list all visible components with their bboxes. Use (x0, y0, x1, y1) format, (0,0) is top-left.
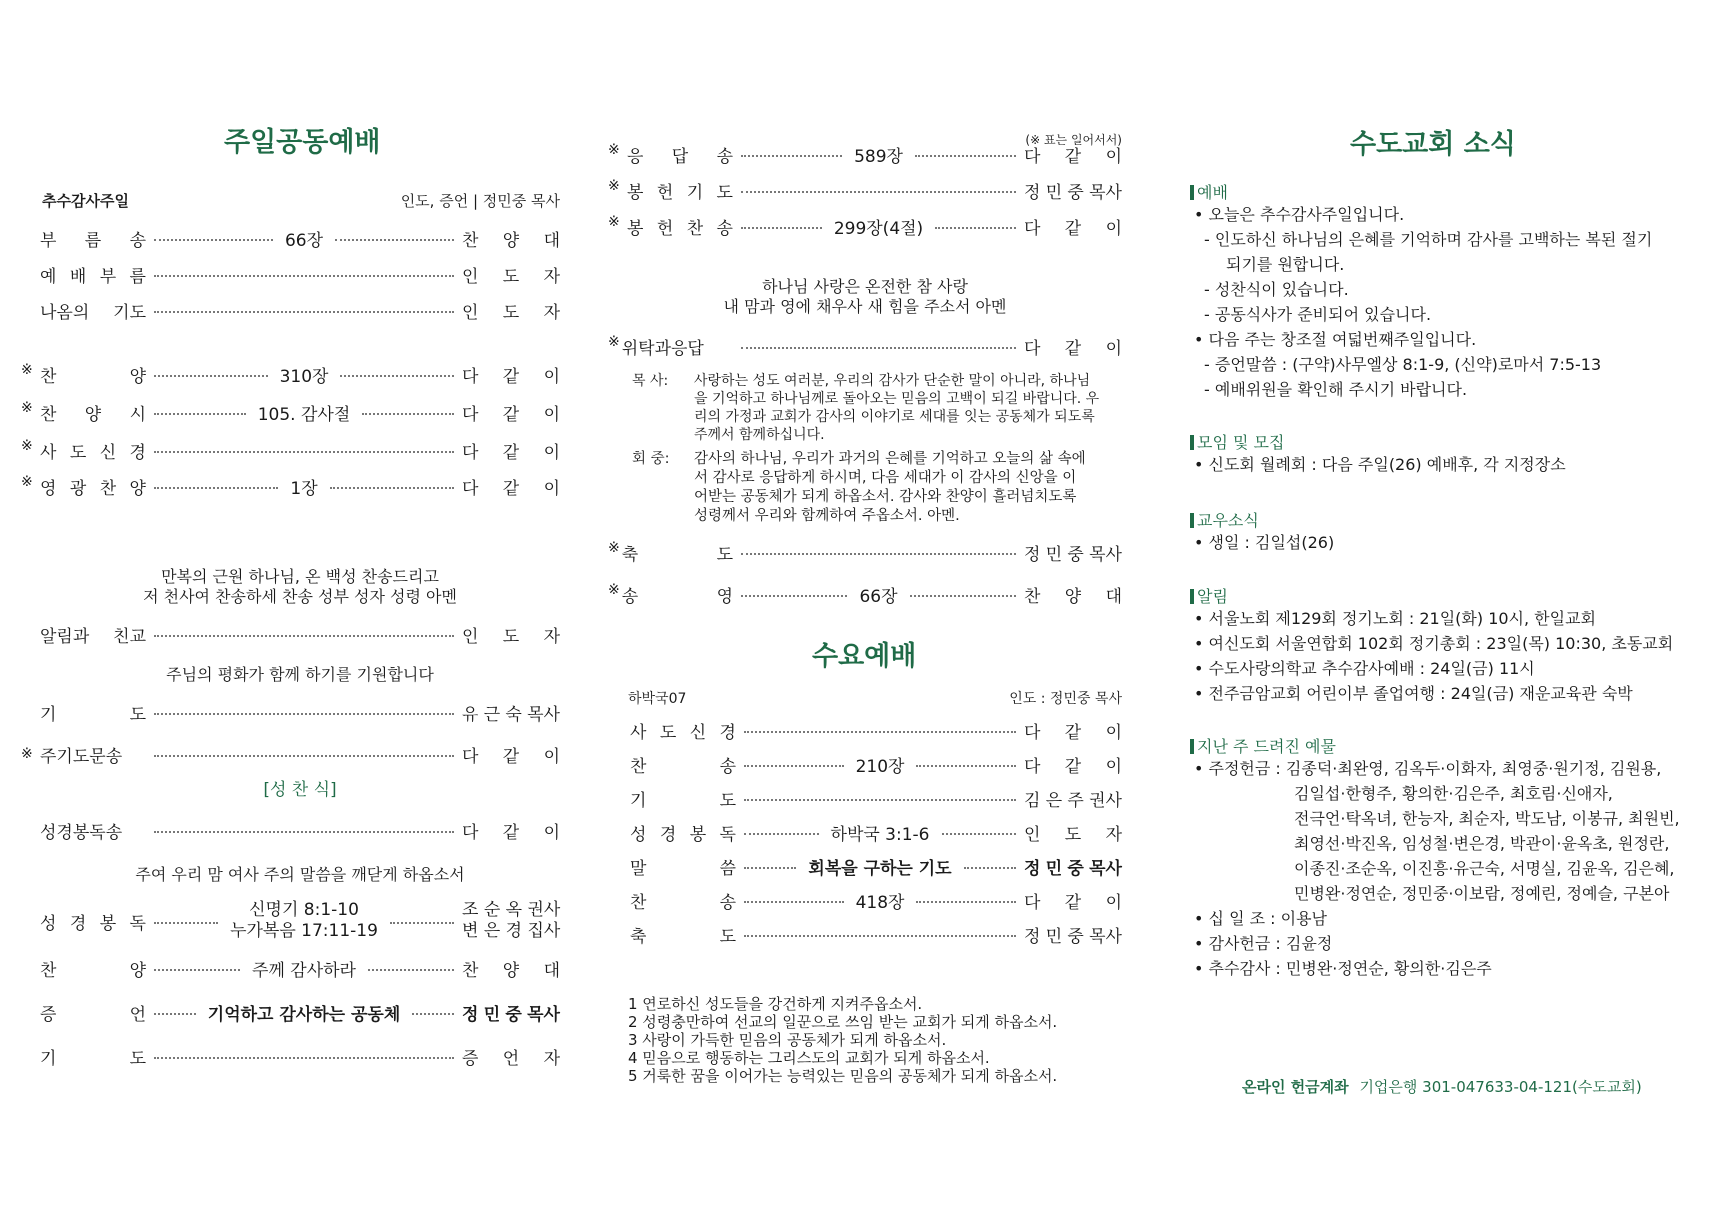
row-responsible: 인 도 자 (462, 266, 560, 287)
order-row-reading-song (40, 818, 560, 842)
news-line: • 오늘은 추수감사주일입니다. (1194, 205, 1405, 224)
row-label (630, 718, 736, 743)
row-responsible: 다 같 이 (1024, 892, 1122, 913)
order-row-commit (608, 334, 1122, 358)
order-row (630, 752, 1122, 776)
news-line: 김일섭·한형주, 황의한·김은주, 최호림·신애자, (1294, 784, 1613, 803)
news-line: - 인도하신 하나님의 은혜를 기억하며 감사를 고백하는 복된 절기 (1204, 230, 1653, 249)
order-row (21, 400, 560, 424)
pastor-label: 목 사: (632, 373, 669, 389)
sunday-name: 추수감사주일 (42, 192, 129, 210)
row-responsible: 인 도 자 (1024, 824, 1123, 845)
row-label: 찬 양 (40, 960, 146, 981)
stand-mark: ※ (21, 437, 33, 454)
row-responsible: 다 같 이 (462, 478, 560, 499)
prayer-topic: 4 믿음으로 행동하는 그리스도의 교회가 되게 하옵소서. (628, 1049, 990, 1067)
row-responsible: 유 근 숙 목사 (462, 704, 560, 725)
order-row (630, 718, 1122, 742)
readers (462, 900, 560, 942)
order-row (608, 178, 1122, 202)
offer-song-line-2: 내 맘과 영에 채우사 새 힘을 주소서 아멘 (723, 297, 1007, 316)
stand-mark: ※ (608, 213, 620, 230)
news-line: • 신도회 월례회 : 다음 주일(26) 예배후, 각 지정장소 (1194, 455, 1566, 474)
row-label-text: 사 도 신 경 (630, 722, 736, 743)
row-label-text: 사 도 신 경 (40, 442, 146, 463)
row-responsible: 다 같 이 (1024, 338, 1122, 359)
row-middle: 66장 (284, 230, 324, 251)
row-responsible: 다 같 이 (462, 442, 560, 463)
row-label: 기 도 (40, 1048, 146, 1069)
stand-mark: ※ (608, 581, 620, 598)
news-line: - 예배위원을 확인해 주시기 바랍니다. (1204, 380, 1468, 399)
row-label (40, 298, 146, 323)
row-label-text: 축 도 (630, 926, 736, 947)
reading-prayer: 주여 우리 맘 여사 주의 말씀을 깨닫게 하옵소서 (135, 865, 465, 884)
news-line: 민병완·정연순, 정민중·이보람, 정예린, 정예슬, 구본아 (1294, 884, 1670, 903)
row-label (40, 262, 146, 287)
pastor-text: 사랑하는 성도 여러분, 우리의 감사가 단순한 말이 아니라, 하나님 을 기억하고 하나님께로 돌아오는 믿음의 고백이 되길 바랍니다. 우 리의 가정과 교회가 감사의 이야기로 세대를 잇는 공동체가 되도록 주께서 함께하십니다. (694, 373, 1100, 443)
row-label (21, 438, 146, 463)
news-line: • 생일 : 김일섭(26) (1194, 533, 1335, 552)
news-title: 수도교회 소식 (1350, 129, 1516, 160)
row-responsible: 인 도 자 (462, 302, 560, 323)
row-label-text: 봉 헌 기 도 (627, 182, 733, 203)
order-row-prayer (40, 700, 560, 724)
wednesday-series: 하박국07 (628, 691, 687, 707)
online-offering-account (1242, 1076, 1642, 1097)
row-label: 성 경 봉 독 (40, 913, 146, 934)
prayer-topic: 2 성령충만하여 선교의 일꾼으로 쓰임 받는 교회가 되게 하옵소서. (628, 1013, 1058, 1031)
news-line: - 증언말씀 : (구약)사무엘상 8:1-9, (신약)로마서 7:5-13 (1204, 355, 1602, 374)
stand-mark: ※ (21, 399, 33, 416)
news-line: • 서울노회 제129회 정기노회 : 21일(화) 10시, 한일교회 (1194, 609, 1597, 628)
row-label-text: 찬 송 (630, 756, 736, 777)
row-label (630, 888, 736, 913)
row-label-text: 찬 양 시 (40, 404, 146, 425)
reader-1: 조 순 옥 권사 (462, 900, 561, 920)
news-section-heading: 지난 주 드려진 예물 (1190, 734, 1336, 757)
news-section-body (1190, 202, 1700, 402)
row-label-text: 봉 헌 찬 송 (627, 218, 733, 239)
row-middle: 주께 감사하라 (252, 960, 356, 981)
row-responsible: 다 같 이 (1024, 218, 1122, 239)
row-label: 증 언 (40, 1004, 146, 1025)
row-responsible: 정 민 중 목사 (462, 1004, 560, 1025)
stand-mark: ※ (608, 141, 620, 158)
row-responsible: 다 같 이 (1024, 722, 1122, 743)
news-line: • 십 일 조 : 이용남 (1194, 909, 1327, 928)
standing-note: (※ 표는 일어서서) (1025, 133, 1122, 147)
scripture-nt: 누가복음 17:11-19 (230, 921, 378, 941)
news-line: - 성찬식이 있습니다. (1204, 280, 1349, 299)
row-label (21, 474, 146, 499)
peace-text: 주님의 평화가 함께 하기를 기원합니다 (166, 665, 434, 684)
row-label: ※ 위탁과응답 (608, 333, 704, 359)
row-middle: 66장 (859, 586, 898, 607)
row-middle: 310장 (279, 366, 329, 387)
stand-mark: ※ (21, 361, 33, 378)
row-responsible: 찬 양 대 (1024, 586, 1122, 607)
order-row (608, 214, 1122, 238)
row-label (608, 178, 733, 203)
order-row-sermon (40, 1000, 560, 1024)
stand-mark: ※ (608, 177, 620, 194)
row-label: 알림과 친교 (40, 626, 146, 647)
order-row (40, 262, 560, 286)
row-middle: 210장 (855, 756, 905, 777)
row-label (630, 820, 736, 845)
news-section-heading: 모임 및 모집 (1190, 430, 1284, 453)
row-label (630, 922, 736, 947)
order-row (21, 474, 560, 498)
news-section-body (1190, 530, 1700, 555)
stand-mark: ※ (21, 473, 33, 490)
row-responsible: 다 같 이 (462, 822, 560, 843)
order-row (630, 786, 1122, 810)
news-line: 이종진·조순옥, 이진흥·유근숙, 서명실, 김윤옥, 김은혜, (1294, 859, 1675, 878)
row-label: 기 도 (40, 704, 146, 725)
doxology-line-2: 저 천사여 찬송하세 찬송 성부 성자 성령 아멘 (143, 587, 457, 606)
order-row-reading (40, 898, 560, 944)
order-row (630, 888, 1122, 912)
row-label (21, 400, 146, 425)
stand-mark: ※ (608, 333, 620, 350)
row-responsible: 정 민 중 목사 (1024, 182, 1122, 203)
row-label-text: 기 도 (630, 790, 736, 811)
order-row (40, 298, 560, 322)
row-responsible: 다 같 이 (462, 746, 560, 767)
news-line: • 주정헌금 : 김종덕·최완영, 김옥두·이화자, 최영중·원기정, 김원용, (1194, 759, 1662, 778)
row-label (21, 362, 146, 387)
news-section-body (1190, 606, 1700, 706)
news-line: • 전주금암교회 어린이부 졸업여행 : 24일(금) 재운교육관 숙박 (1194, 684, 1633, 703)
doxology-line-1: 만복의 근원 하나님, 온 백성 찬송드리고 (161, 567, 439, 586)
row-label-text: 영 광 찬 양 (40, 478, 146, 499)
row-middle: 하박국 3:1-6 (830, 824, 930, 845)
row-label-text: 찬 송 (630, 892, 736, 913)
wednesday-worship-title: 수요예배 (812, 641, 917, 672)
news-line: 되기를 원합니다. (1226, 255, 1345, 274)
row-label-text: 찬 양 (40, 366, 146, 387)
prayer-topic: 3 사랑이 가득한 믿음의 공동체가 되게 하옵소서. (628, 1031, 947, 1049)
order-row-doxology (608, 582, 1122, 606)
wednesday-leader: 인도 : 정민중 목사 (1009, 691, 1122, 707)
stand-mark: ※ (608, 539, 620, 556)
row-responsible: 인 도 자 (462, 626, 560, 647)
order-row-notice (40, 622, 560, 646)
prayer-topic: 1 연로하신 성도들을 강건하게 지켜주옵소서. (628, 995, 923, 1013)
row-responsible: 다 같 이 (1024, 146, 1122, 167)
pastor-litany (632, 372, 1106, 444)
news-line: • 추수감사 : 민병완·정연순, 황의한·김은주 (1194, 959, 1492, 978)
account-number: 기업은행 301-047633-04-121(수도교회) (1359, 1078, 1642, 1096)
row-responsible: 찬 양 대 (462, 230, 560, 251)
offer-song-line-1: 하나님 사랑은 온전한 참 사랑 (762, 277, 968, 296)
row-middle: 418장 (855, 892, 905, 913)
row-label (40, 226, 146, 251)
row-label: 주기도문송 (40, 746, 123, 767)
order-row-pray2 (40, 1044, 560, 1068)
order-row (21, 362, 560, 386)
row-label-text: 응 답 송 (627, 146, 733, 167)
row-responsible: 정 민 중 목사 (1024, 926, 1122, 947)
row-label-text: 예 배 부 름 (40, 266, 146, 287)
row-responsible: 다 같 이 (1024, 756, 1122, 777)
news-line: • 여신도회 서울연합회 102회 정기총회 : 23일(목) 10:30, 초동교회 (1194, 634, 1674, 653)
row-responsible: 김 은 주 권사 (1024, 790, 1122, 811)
account-label: 온라인 헌금계좌 (1242, 1078, 1349, 1096)
order-row (630, 820, 1122, 844)
sunday-worship-title: 주일공동예배 (224, 127, 381, 158)
row-label: ※ 축 도 (608, 539, 733, 565)
order-row (21, 438, 560, 462)
order-row (630, 854, 1122, 878)
news-section-body (1190, 756, 1700, 981)
row-responsible: 증 언 자 (462, 1048, 560, 1069)
row-responsible: 찬 양 대 (462, 960, 560, 981)
people-label: 회 중: (632, 451, 670, 467)
order-row-anthem (40, 956, 560, 980)
sacrament-heading: [성 찬 식] (263, 780, 337, 800)
order-row (40, 226, 560, 250)
news-section-heading: 알림 (1190, 584, 1228, 607)
row-middle: 105. 감사절 (257, 404, 351, 425)
row-middle: 회복을 구하는 기도 (808, 858, 952, 879)
sermon-title: 기억하고 감사하는 공동체 (207, 1004, 401, 1025)
order-row-lords-prayer (21, 742, 560, 767)
row-middle: 299장(4절) (833, 218, 924, 239)
row-responsible: 다 같 이 (462, 404, 560, 425)
row-responsible: 정 민 중 목사 (1024, 858, 1122, 879)
scripture-ot: 신명기 8:1-10 (249, 900, 359, 920)
news-line: - 공동식사가 준비되어 있습니다. (1204, 305, 1432, 324)
news-section-heading: 교우소식 (1190, 508, 1259, 531)
news-line: • 다음 주는 창조절 여덟번째주일입니다. (1194, 330, 1477, 349)
row-responsible: 정 민 중 목사 (1024, 544, 1122, 565)
reader-2: 변 은 경 집사 (462, 921, 561, 941)
news-line: • 수도사랑의학교 추수감사예배 : 24일(금) 11시 (1194, 659, 1535, 678)
news-section-heading: 예배 (1190, 180, 1228, 203)
row-label-text: 성 경 봉 독 (630, 824, 736, 845)
row-label (630, 854, 736, 879)
leaders: 인도, 증언 | 정민중 목사 (400, 192, 560, 210)
row-label (630, 752, 736, 777)
news-line: 최영선·박진옥, 임성철·변은경, 박관이·윤옥초, 원정란, (1294, 834, 1670, 853)
people-text: 감사의 하나님, 우리가 과거의 은혜를 기억하고 오늘의 삶 속에 서 감사로 응답하게 하시며, 다음 세대가 이 감사의 신앙을 이 어받는 공동체가 되게 하옵소서. 감사와 찬양이 흘러넘치도록 성령께서 우리와 함께하여 주옵소서. 아멘. (694, 451, 1086, 524)
row-label-text: 부 름 송 (40, 230, 146, 251)
order-row (608, 142, 1122, 166)
row-middle: 1장 (290, 478, 318, 499)
people-litany (632, 450, 1106, 526)
stand-mark: ※ (21, 746, 33, 762)
scripture-refs (226, 900, 382, 942)
news-line: • 감사헌금 : 김윤정 (1194, 934, 1333, 953)
order-row (630, 922, 1122, 946)
row-label-text: 나옴의 기도 (40, 302, 146, 323)
news-section-body (1190, 452, 1700, 477)
row-responsible: 다 같 이 (462, 366, 560, 387)
row-label-text: 말 씀 (630, 858, 736, 879)
row-label (608, 142, 733, 167)
row-label (608, 214, 733, 239)
row-middle: 589장 (854, 146, 903, 167)
order-row-benediction (608, 540, 1122, 564)
row-label: ※ 송 영 (608, 581, 733, 607)
prayer-topic: 5 거룩한 꿈을 이어가는 능력있는 믿음의 공동체가 되게 하옵소서. (628, 1067, 1058, 1085)
row-label (630, 786, 736, 811)
row-label: 성경봉독송 (40, 822, 123, 843)
news-line: 전극언·탁옥녀, 한능자, 최순자, 박도남, 이봉규, 최원빈, (1294, 809, 1680, 828)
